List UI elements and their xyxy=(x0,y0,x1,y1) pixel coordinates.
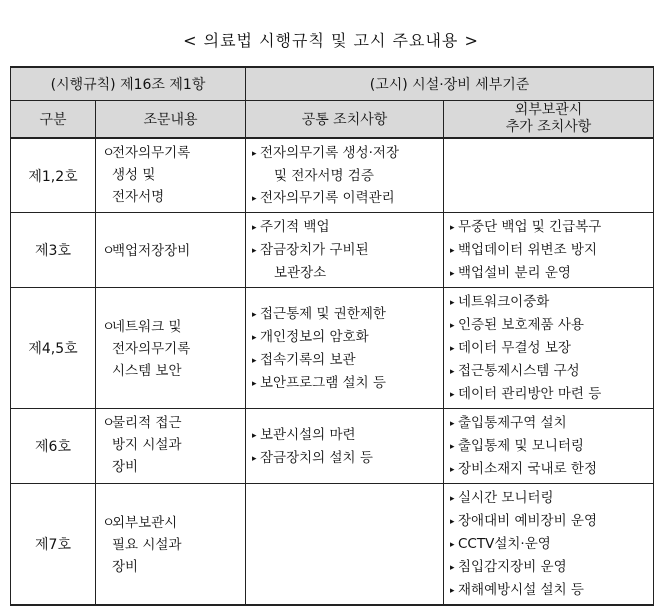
measure-item: 데이터 무결성 보장 xyxy=(458,340,571,356)
article-cell xyxy=(96,288,246,409)
header-rule-group: (시행규칙) 제16조 제1항 xyxy=(11,67,246,100)
header-article: 조문내용 xyxy=(96,100,246,138)
header-external-line2: 추가 조치사항 xyxy=(505,118,592,135)
arrow-bullet-icon: ▸ xyxy=(252,332,257,343)
common-measures-cell xyxy=(246,484,444,606)
external-measures-cell xyxy=(444,138,654,213)
circle-bullet-icon: ㅇ xyxy=(102,415,116,431)
measure-item: 접근통제시스템 구성 xyxy=(458,363,580,379)
header-external-measures xyxy=(444,100,654,138)
arrow-bullet-icon: ▸ xyxy=(252,355,257,366)
circle-bullet-icon: ㅇ xyxy=(102,242,116,259)
circle-bullet-icon: ㅇ xyxy=(102,318,116,335)
article-cell xyxy=(96,409,246,484)
article-text: 생성 및 xyxy=(112,167,156,183)
measure-item: 침입감지장비 운영 xyxy=(458,559,567,575)
arrow-bullet-icon: ▸ xyxy=(252,453,257,464)
article-text: 네트워크 및 xyxy=(112,318,182,335)
measure-item: 백업설비 분리 운영 xyxy=(458,265,571,281)
measure-item: 개인정보의 암호화 xyxy=(260,328,369,345)
regulation-table xyxy=(10,66,654,606)
measure-item: 보관장소 xyxy=(274,265,327,281)
arrow-bullet-icon: ▸ xyxy=(252,223,257,233)
measure-item: 잠금장치의 설치 등 xyxy=(260,449,373,466)
article-text: 외부보관시 xyxy=(112,514,178,531)
arrow-bullet-icon: ▸ xyxy=(450,563,455,573)
article-text: 백업저장장비 xyxy=(112,242,191,259)
table-row xyxy=(11,288,654,409)
arrow-bullet-icon: ▸ xyxy=(450,321,455,331)
measure-item: 접속기록의 보관 xyxy=(260,351,356,368)
category-cell: 제4,5호 xyxy=(11,288,96,409)
common-measures-cell xyxy=(246,138,444,213)
header-notice-group: (고시) 시설·장비 세부기준 xyxy=(246,67,654,100)
document-title: < 의료법 시행규칙 및 고시 주요내용 > xyxy=(183,31,479,50)
article-text: 시스템 보안 xyxy=(112,362,182,379)
header-external-line1: 외부보관시 xyxy=(514,101,583,118)
arrow-bullet-icon: ▸ xyxy=(252,194,257,204)
measure-item: 잠금장치가 구비된 xyxy=(260,242,369,258)
measure-item: 전자의무기록 이력관리 xyxy=(260,190,395,206)
measure-item: 보안프로그램 설치 등 xyxy=(260,374,386,391)
measure-item: 전자의무기록 생성·저장 xyxy=(260,145,399,161)
arrow-bullet-icon: ▸ xyxy=(252,246,257,256)
circle-bullet-icon: ㅇ xyxy=(102,145,116,161)
article-cell xyxy=(96,213,246,288)
measure-item: 접근통제 및 권한제한 xyxy=(260,305,386,322)
arrow-bullet-icon: ▸ xyxy=(450,390,455,400)
header-category: 구분 xyxy=(11,100,96,138)
circle-bullet-icon: ㅇ xyxy=(102,514,116,531)
external-measures-cell xyxy=(444,409,654,484)
measure-item: 네트워크이중화 xyxy=(458,294,550,310)
measure-item: CCTV설치·운영 xyxy=(458,536,551,552)
external-measures-cell xyxy=(444,288,654,409)
arrow-bullet-icon: ▸ xyxy=(450,223,455,233)
arrow-bullet-icon: ▸ xyxy=(450,465,455,475)
article-cell xyxy=(96,484,246,606)
arrow-bullet-icon: ▸ xyxy=(450,298,455,308)
measure-item: 인증된 보호제품 사용 xyxy=(458,317,584,333)
arrow-bullet-icon: ▸ xyxy=(252,430,257,441)
arrow-bullet-icon: ▸ xyxy=(450,419,455,429)
measure-item: 데이터 관리방안 마련 등 xyxy=(458,386,602,402)
common-measures-cell xyxy=(246,213,444,288)
table-row xyxy=(11,484,654,606)
measure-item: 장비소재지 국내로 한정 xyxy=(458,461,597,477)
arrow-bullet-icon: ▸ xyxy=(450,494,455,504)
table-row xyxy=(11,213,654,288)
measure-item: 백업데이터 위변조 방지 xyxy=(458,242,597,258)
measure-item: 및 전자서명 검증 xyxy=(274,168,374,184)
arrow-bullet-icon: ▸ xyxy=(450,586,455,596)
measure-item: 출입통제구역 설치 xyxy=(458,415,567,431)
measure-item: 장애대비 예비장비 운영 xyxy=(458,513,597,529)
article-text: 필요 시설과 xyxy=(112,536,182,553)
table-row xyxy=(11,138,654,213)
measure-item: 무중단 백업 및 긴급복구 xyxy=(458,219,602,235)
arrow-bullet-icon: ▸ xyxy=(450,269,455,279)
measure-item: 출입통제 및 모니터링 xyxy=(458,438,584,454)
category-cell: 제1,2호 xyxy=(11,138,96,213)
arrow-bullet-icon: ▸ xyxy=(450,344,455,354)
category-cell: 제3호 xyxy=(11,213,96,288)
article-text: 물리적 접근 xyxy=(112,415,182,431)
measure-item: 주기적 백업 xyxy=(260,219,330,235)
article-text: 장비 xyxy=(112,459,139,475)
table-row xyxy=(11,409,654,484)
common-measures-cell xyxy=(246,409,444,484)
article-cell xyxy=(96,138,246,213)
arrow-bullet-icon: ▸ xyxy=(450,442,455,452)
arrow-bullet-icon: ▸ xyxy=(252,378,257,389)
header-common-measures: 공통 조치사항 xyxy=(246,100,444,138)
measure-item: 보관시설의 마련 xyxy=(260,426,356,443)
category-cell: 제7호 xyxy=(11,484,96,606)
common-measures-cell xyxy=(246,288,444,409)
external-measures-cell xyxy=(444,484,654,606)
article-text: 전자의무기록 xyxy=(112,145,191,161)
arrow-bullet-icon: ▸ xyxy=(252,149,257,159)
arrow-bullet-icon: ▸ xyxy=(450,246,455,256)
category-cell: 제6호 xyxy=(11,409,96,484)
arrow-bullet-icon: ▸ xyxy=(450,540,455,550)
measure-item: 재해예방시설 설치 등 xyxy=(458,582,584,598)
article-text: 장비 xyxy=(112,558,139,575)
article-text: 전자서명 xyxy=(112,189,165,205)
article-text: 전자의무기록 xyxy=(112,340,191,357)
measure-item: 실시간 모니터링 xyxy=(458,490,554,506)
arrow-bullet-icon: ▸ xyxy=(252,309,257,320)
arrow-bullet-icon: ▸ xyxy=(450,517,455,527)
external-measures-cell xyxy=(444,213,654,288)
arrow-bullet-icon: ▸ xyxy=(450,367,455,377)
article-text: 방지 시설과 xyxy=(112,437,182,453)
